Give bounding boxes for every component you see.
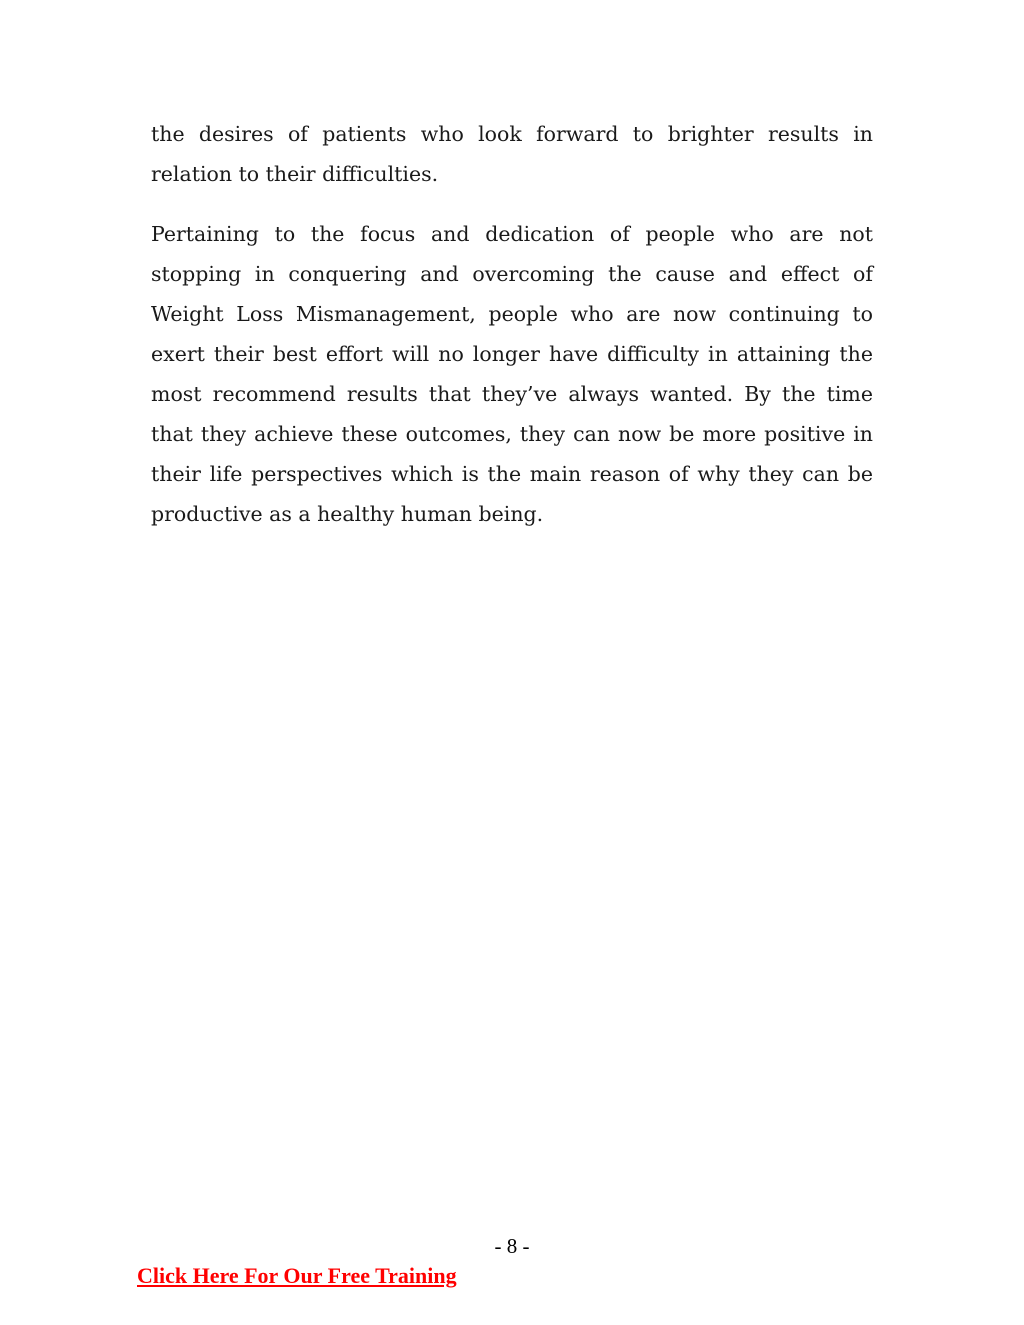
body-paragraph: Pertaining to the focus and dedication of people who are not stopping in conquering and overcoming the cause and effect of Weight Loss Mismanagement, people who are now continuing to exert their best effort will no longer have difficulty in attaining the most recommend results that they’ve always wanted. By the time that they achieve these outcomes, they can now be more positive in their life perspectives which is the main reason of why they can be productive as a healthy human being. bbox=[151, 222, 873, 526]
free-training-link[interactable]: Click Here For Our Free Training bbox=[137, 1263, 457, 1288]
body-paragraph: the desires of patients who look forward to brighter results in relation to their difficulties. bbox=[151, 122, 873, 186]
page-number: - 8 - bbox=[494, 1234, 530, 1258]
